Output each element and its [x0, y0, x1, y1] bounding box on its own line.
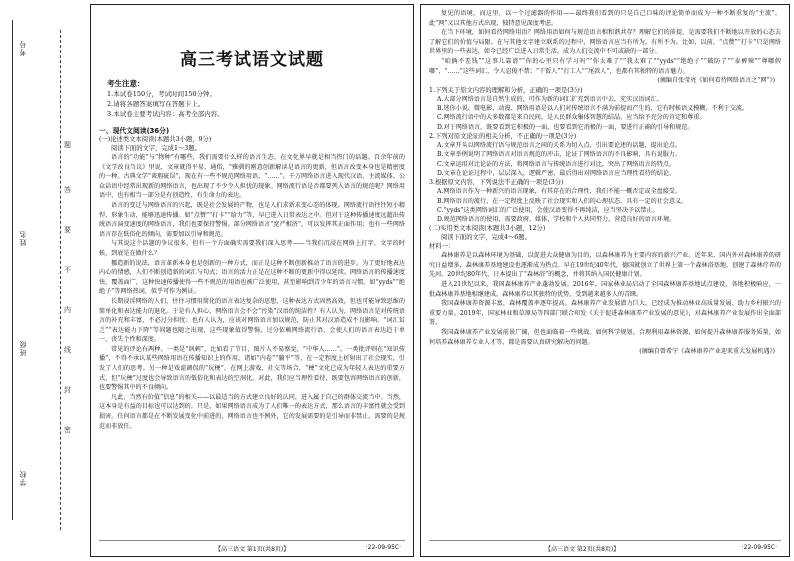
- option: A.文章开头以网络流行语与规范语言之间的关系为切入点，引出要论述的话题，提出论点。: [437, 142, 681, 150]
- question-2: 2.下列对原文论证的相关分析，不正确的一项是(3分): [429, 132, 577, 140]
- option: C.文章运用对比论证的方法，将网络语言与传统语言进行对比，突出了网络语言的特点。: [437, 160, 675, 168]
- passage-paragraph: 在当下环境，如何看待网络用语？网络用语如何与规范语言相和谐共存？理解它们的前提，是需要我们不断地以开放的心态去了解它们的价值与局限。在与其他文字建立联系的过程中，网络语言应当有所为，有所不为。比如，以前，“点赞”“打卡”只是网络世界里的一些表达，如今已经广泛进入日常生活，成为人们交流中不可或缺的一部分。: [429, 29, 781, 56]
- notice-title: 考生注意：: [107, 79, 145, 88]
- source-citation: (摘编自张莹亮《如何看待网络语言之“网”》): [657, 77, 775, 85]
- material-label: 材料一：: [429, 243, 455, 251]
- option: A.网络语言作为一种新兴的语言现象，有其存在的合理性，我们不能一概否定或全盘接受。: [437, 188, 681, 196]
- passage-paragraph: 长期浸淫网络的人们，往往习惯用简化的语言表达复杂的思想，这种表达方式固然高效，但也可能导致思维的简单化和表达能力的退化。于是有人担心，网络语言会不会“污染”汉语的纯洁性？有人认为，网络语言是对传统语言的补充和丰富，不必过分担忧；也有人认为，应该对网络语言加以规范，防止其对汉语造成不良影响。“词汇贫乏”“表达能力下降”等问题也随之出现，这些现象值得警惕。过分依赖网络流行语，会使人们的语言表达趋于单一，丧失个性和深度。: [99, 297, 405, 344]
- page-footer: [429, 540, 781, 552]
- option: C.“yyds”这类网络词汇的广泛使用，会使汉语变得不再纯洁，应当坚决予以禁止。: [437, 206, 659, 214]
- seal-char: 内: [64, 306, 71, 314]
- seal-char: 封: [64, 386, 71, 394]
- passage-paragraph: 常见的评论有两种。一类是“讽刺”，比如看了节目，图片人不易察觉，“中华人……”。一类批评则在“知识传播”，不得不承认某些网络用语在传播知识上的作用，诸如“内卷”“躺平”等，在一定程度上折射出了社会现实，引发了人们的思考。另一种是戏谑调侃的“玩梗”，在网上游戏、社交等场合，“梗”文化已成为年轻人表达的重要方式，但“玩梗”过度也会导致语言的低俗化和表达的空洞化。对此，我们应当理性看待，既要包容网络语言的创新，也要警惕其中的不良倾向。: [99, 345, 405, 392]
- label-banji: 班级: [19, 340, 27, 356]
- binding-solid-line: [12, 20, 13, 520]
- option: B.迷你小说、微电影、动漫、网络用语是以人们对传统语言不满为前提而产生的，它有时候语义模糊，不利于交流。: [437, 105, 749, 113]
- passage-paragraph: 语言的变迁与网络语言的兴起，既是社会发展的产物，也是人们求新求变心态的体现。网络流行语往往短小精悍，形象生动，能够迅速传播。如“点赞”“打卡”“给力”等，早已进入日常表达之中。但对于这种传播速度远超出传统语言演变速度的网络语言，我们也要保持警惕。部分网络语言“宽严相济”，可以发挥其正面作用；也有一些网络语言存在低俗化的倾向，需要加以引导和规范。: [99, 201, 405, 238]
- passage-paragraph: 我国森林康养产业发展前景广阔，但也面临着一些挑战。如何科学规划、合理利用森林资源，如何提升森林康养服务质量，如何培养森林康养专业人才等，都是需要认真研究解决的问题。: [429, 328, 781, 346]
- instruction: 阅读下面的文字，完成1～3题。: [111, 145, 201, 152]
- question-1: 1.下列关于原文内容的理解和分析，正确的一项是(3分): [429, 86, 583, 94]
- exam-page-1: [90, 4, 414, 557]
- subsection-heading: (一)论述类文本阅读(本题共3小题，9分): [99, 136, 212, 143]
- passage-paragraph: 进入21世纪以来，我国森林康养产业蓬勃发展。2016年，国家林业局启动了全国森林康养基地试点建设，各地积极响应，一批森林康养基地相继建成。森林康养以其独特的优势，受到越来越多人的青睐。: [429, 281, 781, 298]
- label-xingming: 姓名: [19, 230, 27, 246]
- exam-page-2: [420, 4, 790, 557]
- option: D.对于网络语言，既要看到它积极的一面，也要看到它消极的一面，要进行正确的引导和规范。: [437, 123, 694, 131]
- option: A.大部分网络语言是自然生成的，可作为新的词汇扩充到语言中去，充实汉语词汇。: [437, 95, 663, 103]
- footer-page-label: 【高三语文 第1页(共8页)】: [215, 546, 290, 553]
- passage-paragraph: 挪造新的说法，语言革新本身也是创新的一种方式，而正是这种不断创新推动了语言的进步。为了更好地表达内心的情感，人们不断创造新的词汇与句式；语言的活力正是在这种不断的更新中得以延续。网络语言的传播速度快、覆盖面广，这种快速传播使得一些不规范的用语也被广泛使用，甚至影响到青少年的语言习惯。如“yyds”“绝绝子”等网络热词，似乎可作为例证。: [99, 259, 405, 296]
- seal-char: 密: [64, 426, 71, 434]
- passage-paragraph: 与其说这个话题的争议很多，但有一个方面确实需要我们深入思考——当我们沉浸在网络上打字，文字的时候，到底是在做什么？: [99, 240, 405, 257]
- source-citation: (摘编自曾希宁《森林康养产业迎来重大发展机遇》): [639, 348, 775, 356]
- option: B.网络语言的流行，在一定程度上反映了社会现实和人们的心理状态，具有一定的社会意义。: [437, 197, 688, 205]
- passage-paragraph: 森林康养是以森林环境为基础，以促进大众健康为目的，以森林康养为主要内容的新兴产业。近年来，国内外对森林康养的研究日益增多，森林康养基地建设也逐渐成为热点。早在19世纪40年代，德国就创立了世界上第一个森林浴基地，创建了森林疗养的先河。20世纪80年代，日本提出了“森林浴”的概念，并将其纳入国民健康计划。: [429, 252, 781, 279]
- seal-char: 题: [64, 141, 71, 149]
- subsection-heading: (二)实用类文本阅读(本题共3小题，12分): [429, 225, 546, 233]
- option: D.规范网络语言的使用，需要政府、媒体、学校和个人共同努力，营造良好的语言环境。: [437, 216, 676, 224]
- notice-item: 3.本试卷主要考试内容：高考全部内容。: [107, 110, 224, 118]
- seal-dashed-line: [60, 30, 61, 530]
- passage-paragraph: 凡此，当然有价值“信息”的相关——以最适当的方式建立良好的认同，进入属于自己的群体交流当中。当然，这本身是有益的目标也可以达到的。只是，如果网络语言成为了人们唯一的表达方式，那么语言的丰富性就会受到损害。任何语言都是在不断发展变化中前进的，网络语言也不例外，它的发展需要的是引导而非禁止，需要的是规范而非放任。: [99, 393, 405, 430]
- seal-char: 不: [64, 266, 71, 274]
- passage-paragraph: 语言的“功能”与“物种”有哪些，我们需要什么样的语言生态，在文化界早就是相当热门的话题。百余年前的《文学改良刍议》里说，文章就得平易、通俗，“雅驯的刚意创新解读是语言的更新，但语言改变本身也是精密度的一种。古典文学“谈瑕疵误”，现在有一些不规范网络用语，“……”。千万网络语言进入现代汉语，主流媒体、公众话语中经常出现新的网络语言，也出现了不少令人担忧的现象。网络流行语是否都要列入语言的规范呢？网络用语中，也有相当一部分是有创造性、有生命力的表达。: [99, 154, 405, 200]
- passage-paragraph: “咱俩不差钱”“这事儿靠谱”“你的心里只有学习吗”“你太难了”“我太难了”“yyds”“绝绝子”“破防了”“泰裤辣”“尊嘟假嘟”，“……”这些词汇，令人忍俊不禁；“干饭人”“打工人”“尾款人”，也都有其独特的语言魅力。: [429, 57, 781, 75]
- label-kaohao: 考号: [19, 40, 27, 56]
- footer-page-label: 【高三语文 第2页(共8页)】: [545, 546, 620, 553]
- question-3: 3.根据原文内容，下列说法不正确的一项是(3分): [429, 179, 564, 186]
- passage-paragraph: 我国森林康养资源丰富，森林覆盖率逐年提高。森林康养产业发展潜力巨大，已经成为推动林业高质量发展、助力乡村振兴的重要力量。2019年，国家林业和草原局等四部门联合印发《关于促进森林康养产业发展的意见》，对森林康养产业发展作出全面部署。: [429, 300, 781, 327]
- footer-code: ·22-09-95C·: [741, 544, 777, 551]
- notice-item: 2.请将各题答案填写在答题卡上。: [107, 100, 205, 108]
- instruction: 阅读下面的文字，完成4～6题。: [441, 234, 531, 242]
- seal-char: 要: [64, 226, 71, 234]
- option: C.网络流行语中的大多数都是来自民间，是人民群众集体智慧的结晶，应当给予充分的肯定和尊重。: [437, 114, 706, 122]
- passage-paragraph: 复见的语境，而这里，以一个过滤器的作用——最终我们看到的只是自己口味的评论简单而成为一种不断重复的“主流”。此“网”又以其他方式出现，独特意见深度考虑。: [429, 10, 781, 27]
- seal-char: 答: [64, 186, 71, 194]
- section-heading: 一、现代文阅读(36分): [99, 127, 170, 135]
- option: D.文章在论证过程中，层层深入，逻辑严密，最后得出对网络语言应当理性看待的结论。: [437, 169, 676, 177]
- notice-item: 1.本试卷150分，考试时间150分钟。: [107, 90, 217, 98]
- label-xuexiao: 学校: [19, 470, 27, 486]
- page-footer: [99, 540, 405, 552]
- seal-char: 线: [64, 346, 71, 354]
- exam-title: 高三考试语文试题: [180, 50, 324, 70]
- binding-margin: [0, 0, 88, 561]
- footer-code: ·22-09-95C·: [365, 544, 401, 551]
- option: B.文章举例说明了网络语言对语言规范的冲击，论证了网络语言的不良影响，具有说服力。: [437, 151, 682, 159]
